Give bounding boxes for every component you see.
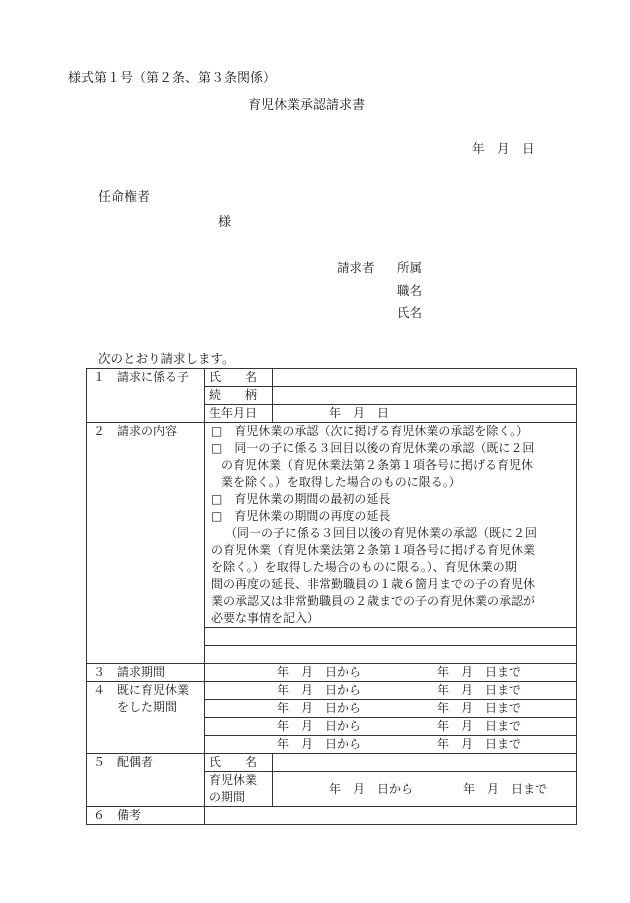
child-relation-field[interactable]: [273, 387, 577, 405]
section-past-periods: [87, 682, 205, 754]
child-birth-field[interactable]: [273, 405, 577, 423]
spouse-from: 年 月 日から: [329, 781, 414, 796]
option-second-extension[interactable]: □ 育児休業の期間の再度の延長: [211, 509, 391, 523]
past-to: 年 月 日まで: [437, 719, 522, 733]
note-line: を除く。）を取得した場合のものに限る。）、育児休業の期: [211, 560, 517, 574]
past-period-row[interactable]: [205, 700, 577, 718]
section-child: １ 請求に係る子: [87, 369, 205, 423]
past-from: 年 月 日から: [277, 737, 362, 751]
table-row: [87, 682, 577, 700]
child-name-field[interactable]: [273, 369, 577, 387]
past-to: 年 月 日まで: [437, 701, 522, 715]
spouse-name-label: 氏 名: [205, 754, 273, 772]
child-birth-label: 生年月日: [205, 405, 273, 423]
intro-text: 次のとおり請求します。: [98, 351, 235, 366]
table-row: [87, 807, 577, 825]
table-row: [87, 664, 577, 682]
section-remarks: ６ 備考: [87, 807, 205, 825]
past-period-row[interactable]: [205, 736, 577, 754]
reason-entry-line-1[interactable]: [205, 628, 577, 646]
past-section-line2: をした期間: [117, 700, 178, 714]
table-row: [87, 423, 577, 628]
child-relation-label: 続 柄: [205, 387, 273, 405]
section-period: ３ 請求期間: [87, 664, 205, 682]
option-approval[interactable]: □ 育児休業の承認（次に掲げる育児休業の承認を除く。）: [211, 424, 529, 438]
past-section-line1: ４ 既に育児休業: [93, 683, 190, 697]
reason-entry-line-2[interactable]: [205, 646, 577, 664]
option-third-approval[interactable]: □ 同一の子に係る３回目以後の育児休業の承認（既に２回: [211, 441, 535, 455]
spouse-period-label-line1: 育児休業: [209, 773, 258, 787]
past-to: 年 月 日まで: [437, 683, 522, 697]
option-third-approval-cont1: の育児休業（育児休業法第２条第１項各号に掲げる育児休: [221, 458, 534, 472]
past-to: 年 月 日まで: [437, 737, 522, 751]
option-first-extension[interactable]: □ 育児休業の期間の最初の延長: [211, 492, 391, 506]
period-to: 年 月 日まで: [437, 665, 522, 679]
note-line: 業の承認又は非常勤職員の２歳までの子の育児休業の承認が: [211, 594, 536, 608]
note-line: （同一の子に係る３回目以後の育児休業の承認（既に２回: [225, 526, 538, 540]
child-name-label: 氏 名: [205, 369, 273, 387]
applicant-affiliation-field[interactable]: 所属: [397, 260, 423, 275]
past-period-row[interactable]: [205, 718, 577, 736]
past-from: 年 月 日から: [277, 683, 362, 697]
note-line: 必要な事情を記入）: [211, 611, 320, 625]
date-line[interactable]: 年 月 日: [472, 141, 535, 156]
past-from: 年 月 日から: [277, 701, 362, 715]
period-field[interactable]: [205, 664, 577, 682]
applicant-label: 請求者: [337, 260, 375, 275]
spouse-period-label: [205, 772, 273, 807]
applicant-position-field[interactable]: 職名: [397, 283, 423, 298]
section-spouse: ５ 配偶者: [87, 754, 205, 807]
spouse-period-label-line2: の期間: [209, 790, 246, 804]
content-options: [205, 423, 577, 628]
spouse-to: 年 月 日まで: [463, 781, 548, 796]
spouse-period-field[interactable]: [273, 772, 577, 807]
request-table: [86, 368, 577, 825]
honorific: 様: [218, 215, 232, 230]
option-third-approval-cont2: 業を除く。）を取得した場合のものに限る。）: [221, 475, 461, 489]
page-title: 育児休業承認請求書: [248, 98, 366, 113]
table-row: [87, 754, 577, 772]
note-line: の育児休業（育児休業法第２条第１項各号に掲げる育児休業: [211, 543, 536, 557]
past-period-row[interactable]: [205, 682, 577, 700]
form-number: 様式第１号（第２条、第３条関係）: [68, 71, 277, 86]
spouse-name-field[interactable]: [273, 754, 577, 772]
past-from: 年 月 日から: [277, 719, 362, 733]
remarks-field[interactable]: [205, 807, 577, 825]
table-row: [87, 369, 577, 387]
applicant-name-field[interactable]: 氏名: [397, 305, 423, 320]
note-line: 間の再度の延長、非常勤職員の１歳６箇月までの子の育児休: [211, 577, 536, 591]
period-from: 年 月 日から: [277, 665, 362, 679]
section-content: ２ 請求の内容: [87, 423, 205, 664]
appointing-authority: 任命権者: [98, 190, 151, 205]
child-birth-value: 年 月 日: [329, 406, 390, 420]
